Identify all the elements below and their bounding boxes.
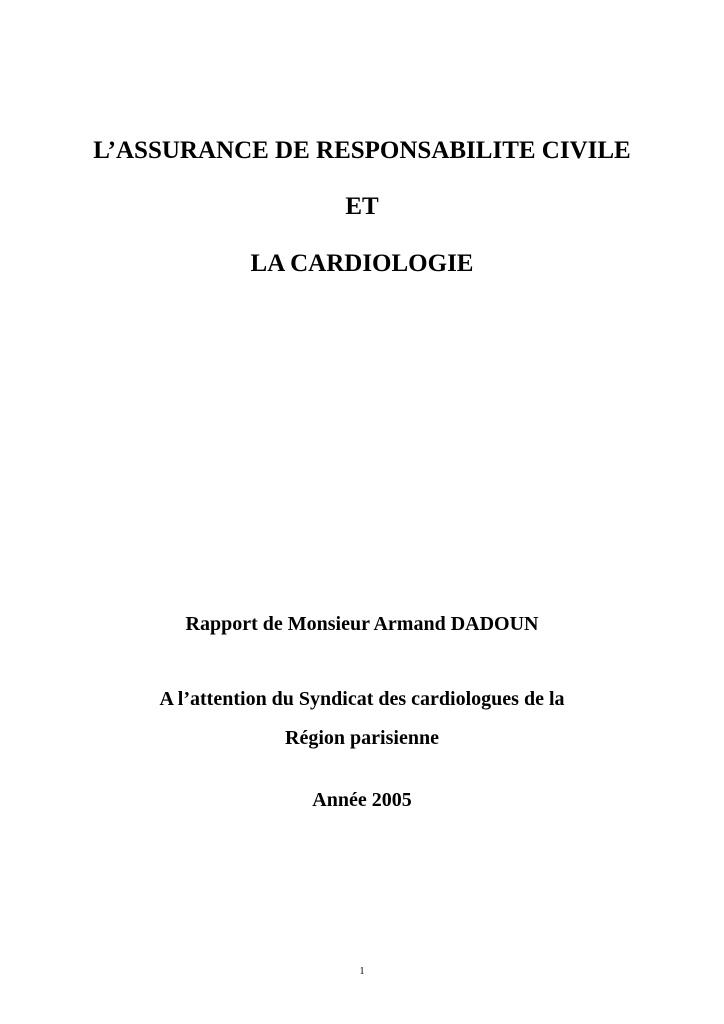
author-line: Rapport de Monsieur Armand DADOUN — [185, 613, 539, 635]
attention-line-1: A l’attention du Syndicat des cardiologues de la — [159, 688, 565, 710]
title-line-1: L’ASSURANCE DE RESPONSABILITE CIVILE — [93, 137, 631, 164]
title-line-3: LA CARDIOLOGIE — [250, 250, 474, 277]
attention-line-2: Région parisienne — [285, 727, 439, 749]
page-number: 1 — [359, 966, 365, 977]
year-line: Année 2005 — [312, 789, 412, 811]
title-line-2: ET — [345, 193, 379, 220]
